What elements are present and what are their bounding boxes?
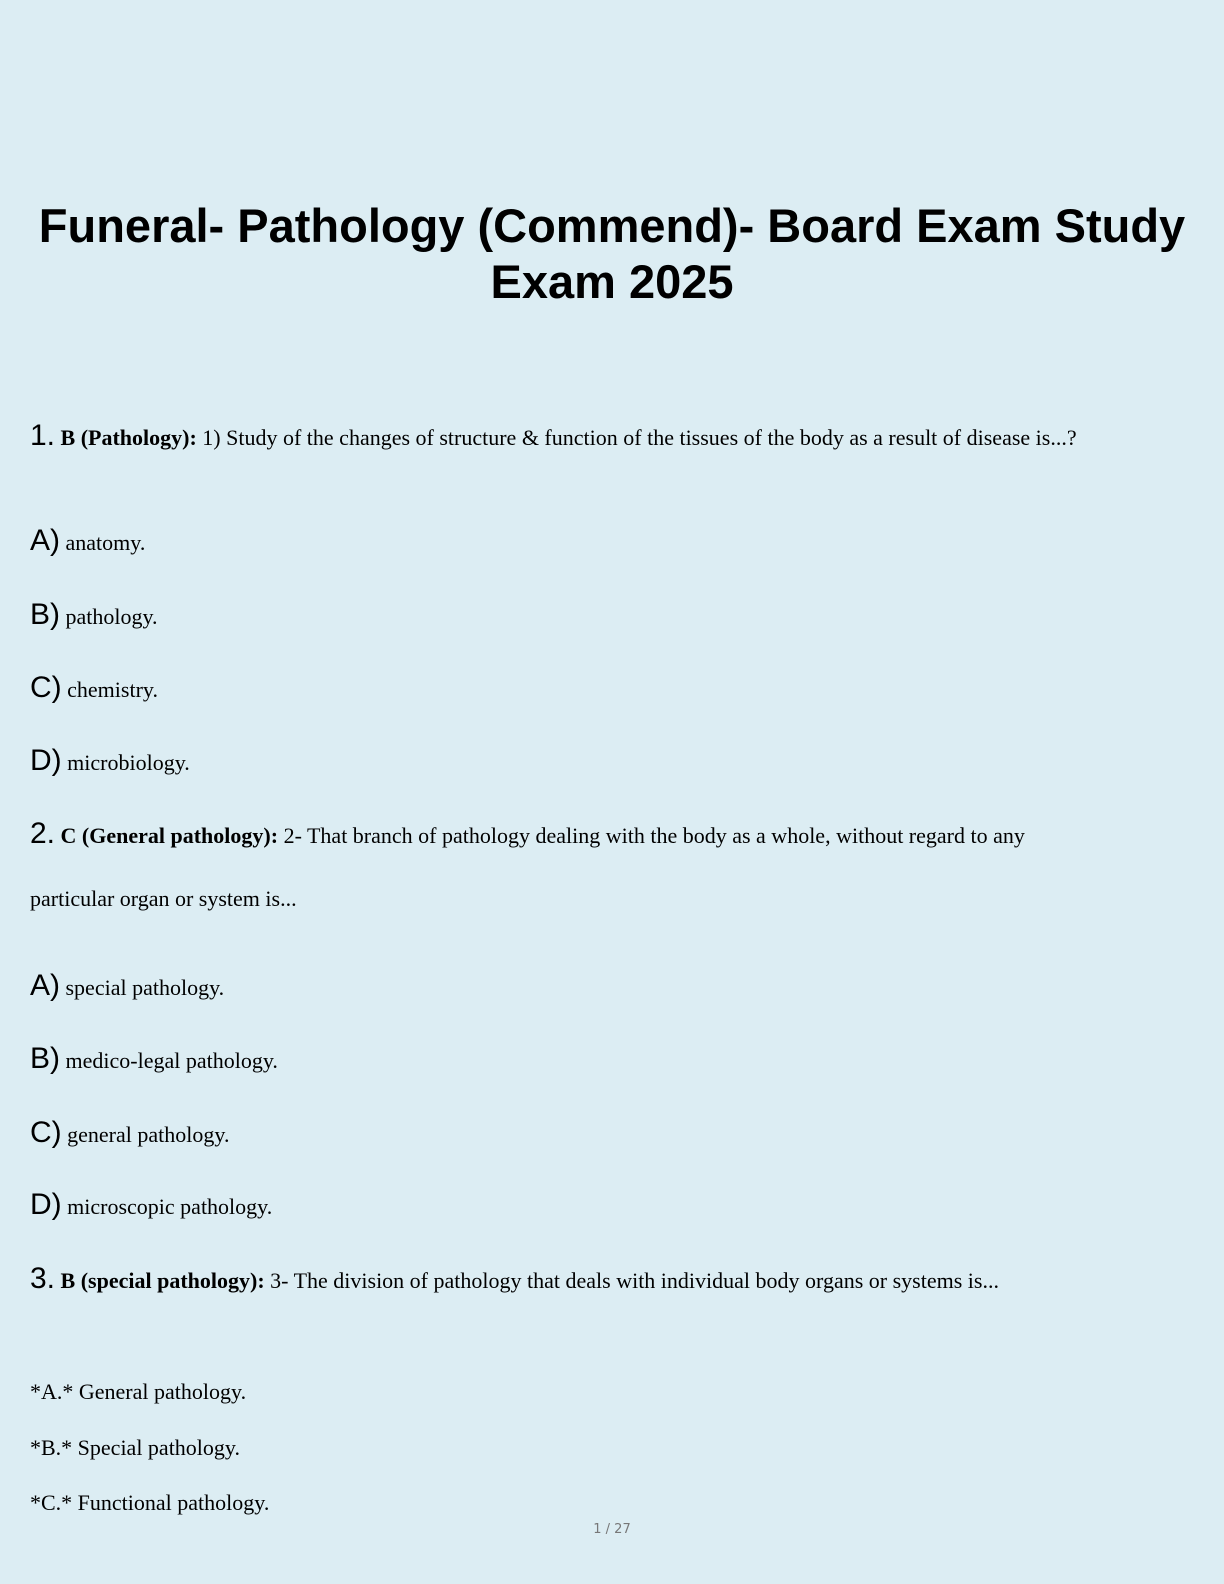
question-text: 2- That branch of pathology dealing with the body as a whole, without regard to any [283, 823, 1025, 848]
page-title: Funeral- Pathology (Commend)- Board Exam Study Exam 2025 [38, 199, 1186, 308]
question-number: 1. [30, 419, 56, 452]
question-number: 2. [30, 817, 56, 850]
option-text: anatomy. [65, 530, 146, 555]
question-1 [30, 421, 1077, 453]
option-letter: A) [30, 969, 60, 1002]
option-text: special pathology. [65, 975, 225, 1000]
option-letter: B) [30, 1042, 60, 1075]
option-item: *C.* Functional pathology. [30, 1490, 270, 1515]
question-text: 1) Study of the changes of structure & function of the tissues of the body as a result of disease is...? [202, 425, 1077, 450]
option-letter: C) [30, 1116, 62, 1149]
page-indicator: 1 / 27 [593, 1522, 631, 1537]
option-item: *A.* General pathology. [30, 1379, 247, 1404]
option-letter: C) [30, 671, 62, 704]
option-item: *B.* Special pathology. [30, 1435, 240, 1460]
option-item [30, 600, 158, 632]
question-number: 3. [30, 1262, 56, 1295]
option-letter: D) [30, 1188, 62, 1221]
question-text: 3- The division of pathology that deals with individual body organs or systems is... [270, 1268, 999, 1293]
option-item [30, 1118, 229, 1150]
option-letter: D) [30, 744, 62, 777]
answer-tag: B (special pathology): [60, 1268, 265, 1293]
option-item [30, 673, 158, 705]
option-item [30, 1190, 272, 1222]
option-text: chemistry. [67, 677, 158, 702]
option-item [30, 746, 190, 778]
option-text: microscopic pathology. [67, 1194, 273, 1219]
option-item [30, 1044, 278, 1076]
question-2 [30, 819, 1025, 851]
option-text: medico-legal pathology. [65, 1048, 278, 1073]
option-item [30, 971, 224, 1003]
option-letter: B) [30, 598, 60, 631]
question-text-continued: particular organ or system is... [30, 886, 297, 911]
option-text: microbiology. [67, 750, 190, 775]
answer-tag: B (Pathology): [60, 425, 197, 450]
answer-tag: C (General pathology): [60, 823, 279, 848]
option-letter: A) [30, 524, 60, 557]
option-item [30, 526, 145, 558]
option-text: pathology. [65, 604, 158, 629]
question-3 [30, 1264, 999, 1296]
option-text: general pathology. [67, 1122, 230, 1147]
